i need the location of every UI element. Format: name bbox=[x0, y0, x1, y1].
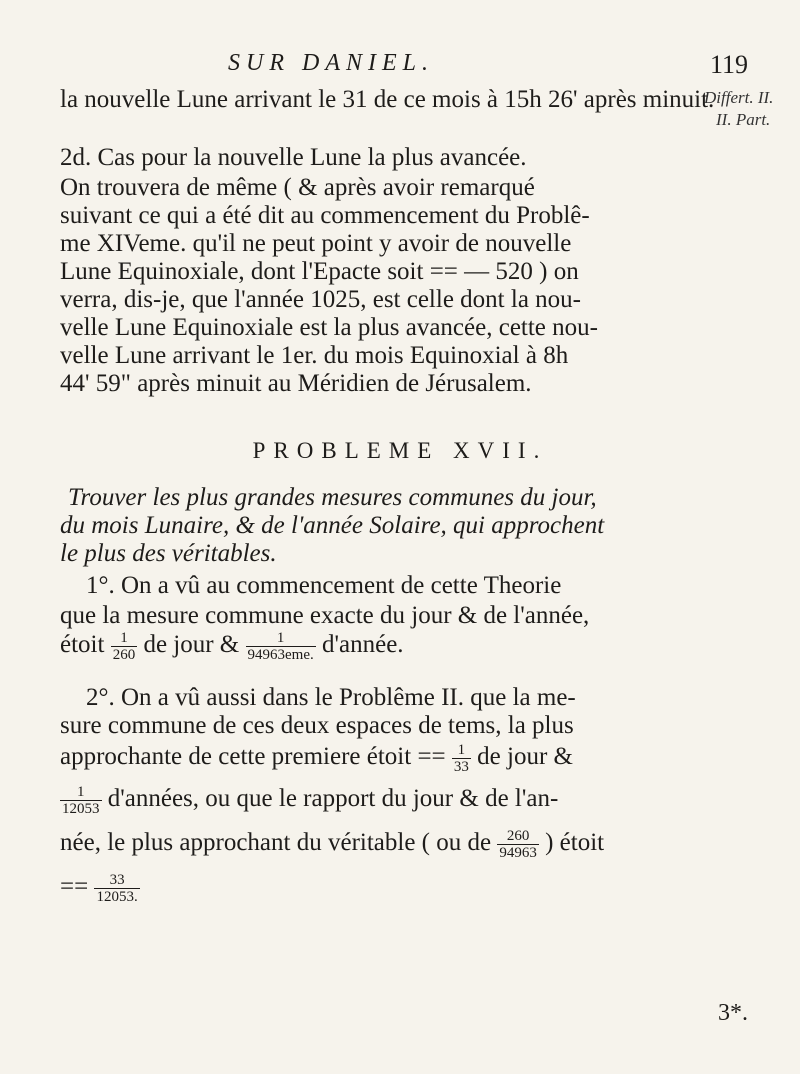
para2-line-5: née, le plus approchant du véritable ( ou de $\frac{260}{94963}$ ) étoit bbox=[60, 828, 605, 861]
problem-statement-3: le plus des véritables. bbox=[60, 540, 277, 567]
text-line-3: On trouvera de même ( & après avoir remarqué bbox=[60, 174, 535, 201]
page-number: 119 bbox=[710, 50, 749, 79]
text-line-2: 2d. Cas pour la nouvelle Lune la plus avancée. bbox=[60, 144, 527, 171]
fraction-1-33: $\frac{1}{33}$ bbox=[453, 742, 469, 775]
signature-mark: 3*. bbox=[718, 1000, 748, 1026]
para2-line-3: approchante de cette premiere étoit == $\frac{1}{33}$ de jour & bbox=[60, 742, 573, 775]
para2-line-1: 2°. On a vû aussi dans le Problême II. que la me- bbox=[86, 684, 576, 711]
problem-statement-2: du mois Lunaire, & de l'année Solaire, qui approchent bbox=[60, 512, 605, 539]
margin-note-1: Differt. II. bbox=[704, 88, 774, 107]
text-line-1: la nouvelle Lune arrivant le 31 de ce mois à 15h 26' après minuit. bbox=[60, 86, 715, 113]
text-line-7: verra, dis-je, que l'année 1025, est celle dont la nou- bbox=[60, 286, 581, 313]
text-line-4: suivant ce qui a été dit au commencement du Problê- bbox=[60, 202, 590, 229]
para1-fraction-line: étoit $\frac{1}{260}$ de jour & $\frac{1}{\text{94963eme.}}$ d'année. bbox=[60, 630, 404, 663]
para1-line-2: que la mesure commune exacte du jour & de l'année, bbox=[60, 602, 590, 629]
text-line-10: 44' 59" après minuit au Méridien de Jérusalem. bbox=[60, 370, 532, 397]
para2-line-6: == $\frac{33}{12053.}$ bbox=[60, 872, 138, 905]
fraction-260-94963: $\frac{260}{94963}$ bbox=[499, 828, 537, 861]
fraction-1-12053: $\frac{1}{12053}$ bbox=[62, 784, 100, 817]
text-line-8: velle Lune Equinoxiale est la plus avancée, cette nou- bbox=[60, 314, 598, 341]
para1-line-1: 1°. On a vû au commencement de cette Theorie bbox=[86, 572, 562, 599]
text-line-9: velle Lune arrivant le 1er. du mois Equinoxial à 8h bbox=[60, 342, 569, 369]
text-line-5: me XIVeme. qu'il ne peut point y avoir de nouvelle bbox=[60, 230, 572, 257]
text-line-6: Lune Equinoxiale, dont l'Epacte soit == — 520 ) on bbox=[60, 258, 579, 285]
para2-line-4: $\frac{1}{12053}$ d'années, ou que le rapport du jour & de l'an- bbox=[62, 784, 559, 817]
problem-title: PROBLEME XVII. bbox=[252, 438, 548, 463]
fraction-1-260: $\frac{1}{260}$ bbox=[112, 630, 136, 663]
problem-statement-1: Trouver les plus grandes mesures communes du jour, bbox=[68, 484, 597, 511]
fraction-1-94963: $\frac{1}{\text{94963eme.}}$ bbox=[247, 630, 314, 663]
para2-line-2: sure commune de ces deux espaces de tems, la plus bbox=[60, 712, 574, 739]
running-title: SUR DANIEL. bbox=[228, 50, 434, 76]
fraction-33-12053: $\frac{33}{12053.}$ bbox=[96, 872, 138, 905]
margin-note-2: II. Part. bbox=[716, 110, 771, 129]
